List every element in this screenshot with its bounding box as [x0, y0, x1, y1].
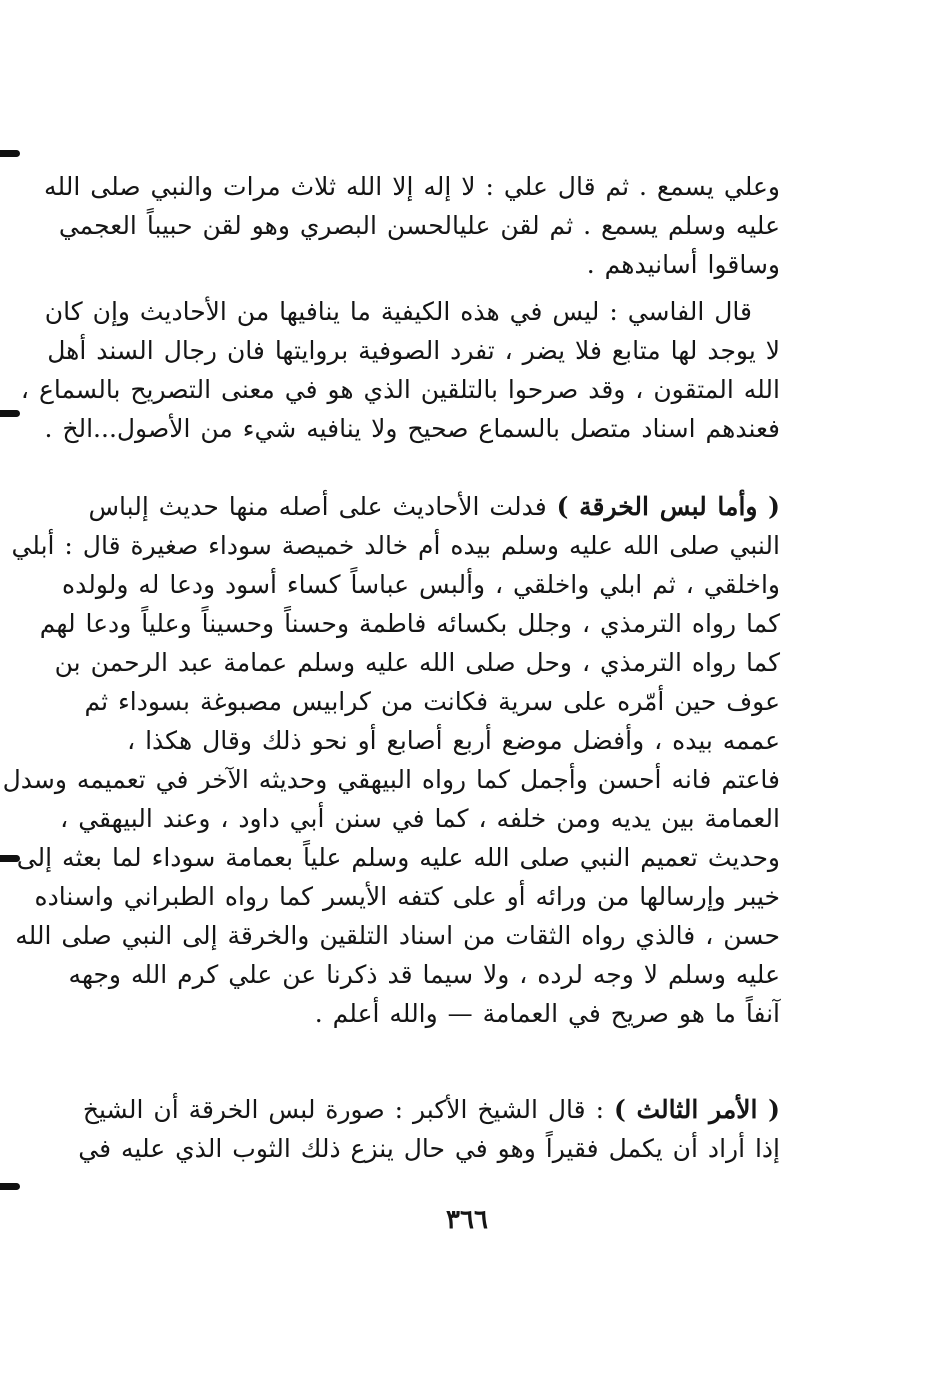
text-line: خيبر وإرسالها من ورائه أو على كتفه الأيسر كما رواه الطبراني واسناده [34, 882, 780, 911]
text-line: فاعتم فانه أحسن وأجمل كما رواه البيهقي وحديثه الآخر في تعميمه وسدل [2, 765, 780, 794]
binding-mark [0, 150, 20, 157]
text-line: وحديث تعميم النبي صلى الله عليه وسلم علياً بعمامة سوداء لما بعثه إلى [16, 843, 780, 872]
section-heading: ( الأمر الثالث ) [613, 1095, 780, 1124]
text-line: كما رواه الترمذي ، وجلل بكسائه فاطمة وحسناً وحسيناً وعلياً ودعا لهم [39, 609, 780, 638]
paragraph-3 [2, 487, 780, 1033]
text-line [88, 487, 780, 526]
text-line: لا يوجد لها متابع فلا يضر ، تفرد الصوفية بروايتها فان رجال السند أهل [47, 336, 780, 365]
section-heading: ( وأما لبس الخرقة ) [556, 492, 780, 521]
text-line [82, 1090, 780, 1129]
paragraph-1 [44, 167, 780, 284]
text-line: واخلقي ، ثم ابلي واخلقي ، وألبس عباساً كساء أسود ودعا له ولولده [62, 570, 780, 599]
text-line: العمامة بين يديه ومن خلفه ، كما في سنن أبي داود ، وعند البيهقي ، [60, 804, 780, 833]
text-run: : قال الشيخ الأكبر : صورة لبس الخرقة أن الشيخ [82, 1095, 604, 1124]
text-line: عليه وسلم لا وجه لرده ، ولا سيما قد ذكرنا عن علي كرم الله وجهه [68, 960, 780, 989]
page-number: ٣٦٦ [446, 1205, 488, 1235]
text-line: وساقوا أسانيدهم . [586, 250, 780, 279]
text-line: النبي صلى الله عليه وسلم بيده أم خالد خميصة سوداء صغيرة قال : أبلي [11, 531, 780, 560]
text-run: فدلت الأحاديث على أصله منها حديث إلباس [88, 492, 547, 521]
paragraph-4 [78, 1090, 780, 1168]
binding-mark [0, 410, 20, 417]
text-line: عممه بيده ، وأفضل موضع أربع أصابع أو نحو ذلك وقال هكذا ، [127, 726, 780, 755]
binding-mark [0, 1183, 20, 1190]
paragraph-2 [20, 292, 780, 448]
text-line: قال الفاسي : ليس في هذه الكيفية ما ينافيها من الأحاديث وإن كان [44, 297, 752, 326]
text-line: عليه وسلم يسمع . ثم لقن عليالحسن البصري وهو لقن حبيباً العجمي [58, 211, 780, 240]
text-line: آنفاً ما هو صريح في العمامة — والله أعلم . [314, 999, 780, 1028]
text-line: حسن ، فالذي رواه الثقات من اسناد التلقين والخرقة إلى النبي صلى الله [15, 921, 780, 950]
text-line: الله المتقون ، وقد صرحوا بالتلقين الذي هو في معنى التصريح بالسماع ، [20, 375, 780, 404]
text-line: إذا أراد أن يكمل فقيراً وهو في حال ينزع ذلك الثوب الذي عليه في [78, 1134, 780, 1163]
text-line: كما رواه الترمذي ، وحل صلى الله عليه وسلم عمامة عبد الرحمن بن [54, 648, 780, 677]
text-line: فعندهم اسناد متصل بالسماع صحيح ولا ينافيه شيء من الأصول...الخ . [44, 414, 780, 443]
text-line: عوف حين أمّره على سرية فكانت من كرابيس مصبوغة بسوداء ثم [84, 687, 780, 716]
text-line: وعلي يسمع . ثم قال علي : لا إله إلا الله ثلاث مرات والنبي صلى الله [44, 172, 780, 201]
